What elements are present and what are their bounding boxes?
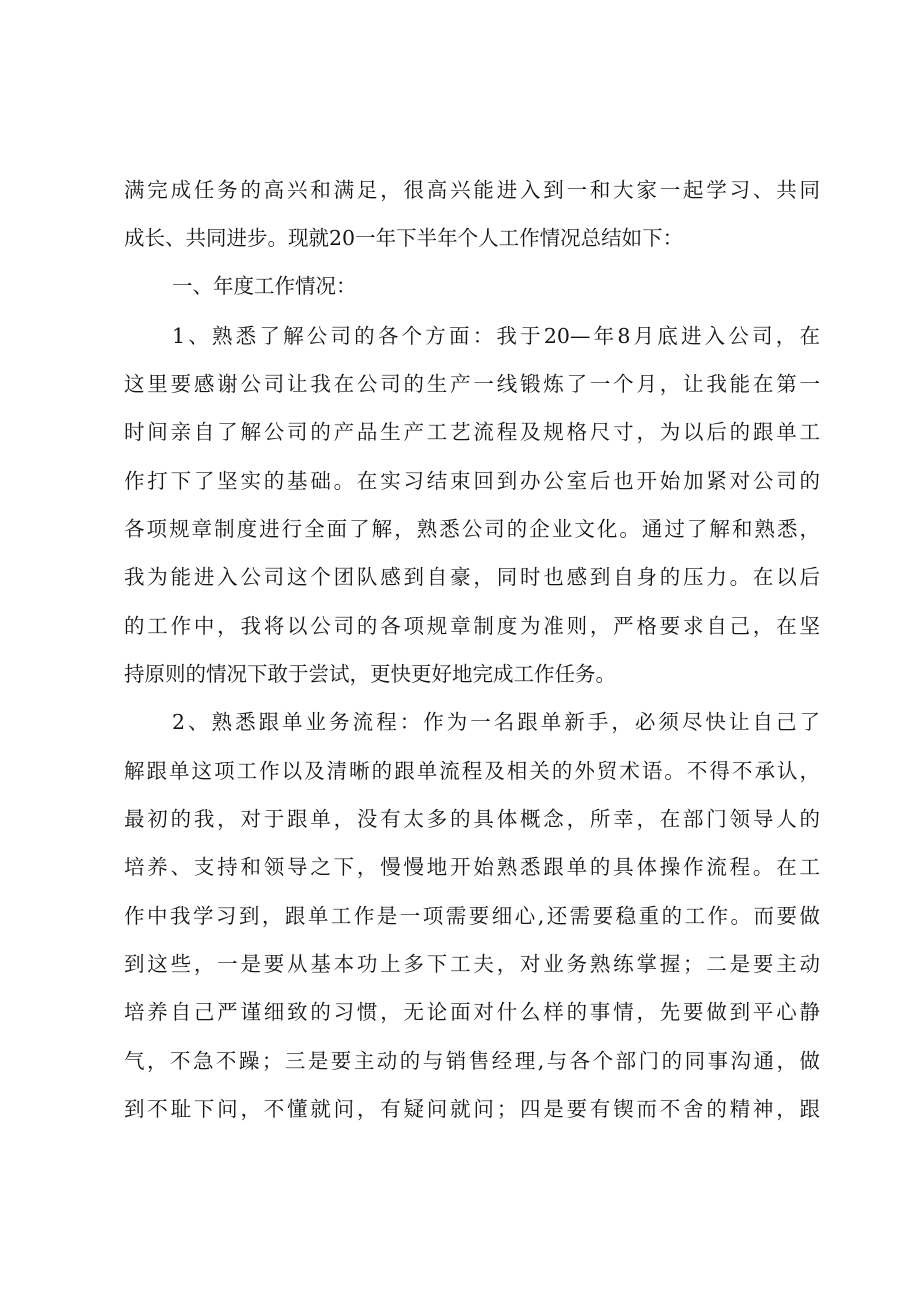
text-line: 解跟单这项工作以及清晰的跟单流程及相关的外贸术语。不得不承认，	[124, 759, 820, 783]
text-line: 气，不急不躁；三是要主动的与销售经理,与各个部门的同事沟通，做	[124, 1049, 820, 1073]
text-line: 持原则的情况下敢于尝试，更快更好地完成工作任务。	[124, 662, 616, 686]
text-line: 作中我学习到，跟单工作是一项需要细心,还需要稳重的工作。而要做	[124, 904, 820, 928]
text-line: 最初的我，对于跟单，没有太多的具体概念，所幸，在部门领导人的	[124, 807, 820, 831]
text-line: 培养自己严谨细致的习惯，无论面对什么样的事情，先要做到平心静	[124, 1000, 820, 1024]
text-line: 成长、共同进步。现就20一年下半年个人工作情况总结如下：	[124, 226, 684, 250]
text-line: 到这些，一是要从基本功上多下工夫，对业务熟练掌握；二是要主动	[124, 952, 820, 976]
text-line: 各项规章制度进行全面了解，熟悉公司的企业文化。通过了解和熟悉，	[124, 517, 820, 541]
text-line: 培养、支持和领导之下，慢慢地开始熟悉跟单的具体操作流程。在工	[124, 855, 820, 879]
text-line: 的工作中，我将以公司的各项规章制度为准则，严格要求自己，在坚	[124, 614, 820, 638]
text-line: 2、熟悉跟单业务流程：作为一名跟单新手，必须尽快让自己了	[172, 710, 820, 734]
text-line: 满完成任务的高兴和满足，很高兴能进入到一和大家一起学习、共同	[124, 178, 820, 202]
text-line: 这里要感谢公司让我在公司的生产一线锻炼了一个月，让我能在第一	[124, 372, 820, 396]
section-heading: 一、年度工作情况：	[172, 274, 357, 298]
text-line: 到不耻下问，不懂就问，有疑问就问；四是要有锲而不舍的精神，跟	[124, 1097, 820, 1121]
text-line: 1、熟悉了解公司的各个方面：我于20—年8月底进入公司，在	[172, 324, 820, 348]
text-line: 作打下了坚实的基础。在实习结束回到办公室后也开始加紧对公司的	[124, 469, 820, 493]
text-line: 时间亲自了解公司的产品生产工艺流程及规格尺寸，为以后的跟单工	[124, 420, 820, 444]
text-line: 我为能进入公司这个团队感到自豪，同时也感到自身的压力。在以后	[124, 565, 820, 589]
